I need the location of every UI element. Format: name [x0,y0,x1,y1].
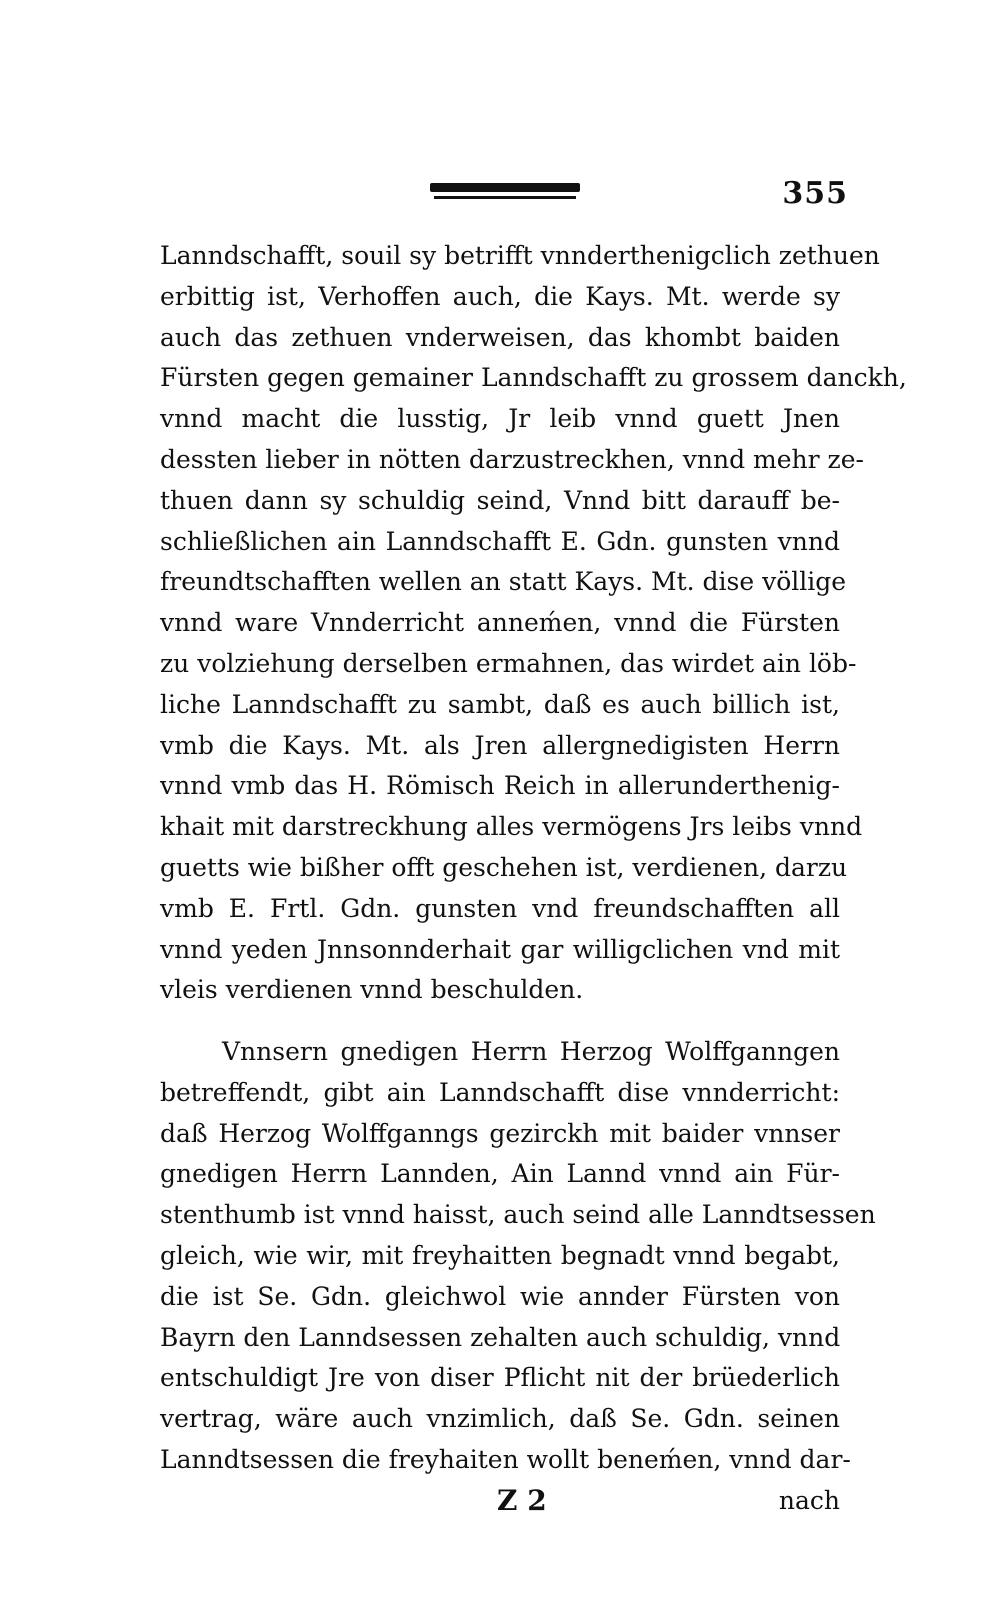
text-line: vmb die Kays. Mt. als Jren allergnedigisten Herrn [160,730,840,760]
text-line: Lanndtsessen die freyhaiten wollt beneḿen, vnnd dar- [160,1444,851,1474]
text-line: vmb E. Frtl. Gdn. gunsten vnd freundschafften all [160,893,840,923]
text-line: vleis verdienen vnnd beschulden. [160,975,584,1005]
text-line: guetts wie bißher offt geschehen ist, verdienen, darzu [160,852,848,882]
text-line: entschuldigt Jre von diser Pflicht nit der brüederlich [160,1363,840,1393]
text-line: betreffendt, gibt ain Lanndschafft dise vnnderricht: [160,1077,840,1107]
text-line: vnnd vmb das H. Römisch Reich in allerunderthenig- [160,771,840,801]
catchword: nach [778,1486,840,1515]
text-line: schließlichen ain Lanndschafft E. Gdn. gunsten vnnd [160,526,840,556]
text-line: vertrag, wäre auch vnzimlich, daß Se. Gdn. seinen [160,1404,840,1434]
text-line: liche Lanndschafft zu sambt, daß es auch billich ist, [160,689,840,719]
text-line: die ist Se. Gdn. gleichwol wie annder Fürsten von [160,1281,840,1311]
paragraph-2 [160,1032,876,1481]
page-number: 355 [782,176,848,211]
text-line: vnnd ware Vnnderricht anneḿen, vnnd die Fürsten [160,608,840,638]
text-line: thuen dann sy schuldig seind, Vnnd bitt darauff be- [160,485,840,515]
text-line: gleich, wie wir, mit freyhaitten begnadt vnnd begabt, [160,1240,840,1270]
text-line: freundtschafften wellen an statt Kays. Mt. dise völlige [160,567,847,597]
text-line: gnedigen Herrn Lannden, Ain Lannd vnnd ain Für- [160,1159,840,1189]
text-line: stenthumb ist vnnd haisst, auch seind alle Lanndtsessen [160,1200,876,1230]
text-line: auch das zethuen vnderweisen, das khombt baiden [160,322,840,352]
signature-mark: Z 2 [497,1484,547,1517]
text-line: Bayrn den Lanndsessen zehalten auch schuldig, vnnd [160,1322,841,1352]
text-line: zu volziehung derselben ermahnen, das wirdet ain löb- [160,648,857,678]
text-line: Vnnsern gnedigen Herrn Herzog Wolffganngen [222,1037,840,1066]
text-line: Lanndschafft, souil sy betrifft vnnderthenigclich zethuen [160,241,880,270]
text-line: vnnd macht die lusstig, Jr leib vnnd guett Jnen [160,404,840,434]
text-line: erbittig ist, Verhoffen auch, die Kays. Mt. werde sy [160,281,840,311]
header-rule-thin [434,196,576,199]
text-line: vnnd yeden Jnnsonnderhait gar willigclichen vnd mit [160,934,840,964]
text-line: khait mit darstreckhung alles vermögens Jrs leibs vnnd [160,812,863,842]
header-rule-thick [430,183,580,192]
text-line: dessten lieber in nötten darzustreckhen, vnnd mehr ze- [160,444,864,474]
text-line: Fürsten gegen gemainer Lanndschafft zu grossem danckh, [160,363,907,393]
header-rule [430,183,580,201]
text-line: daß Herzog Wolffganngs gezirckh mit baider vnnser [160,1118,840,1148]
paragraph-1 [160,236,907,1011]
